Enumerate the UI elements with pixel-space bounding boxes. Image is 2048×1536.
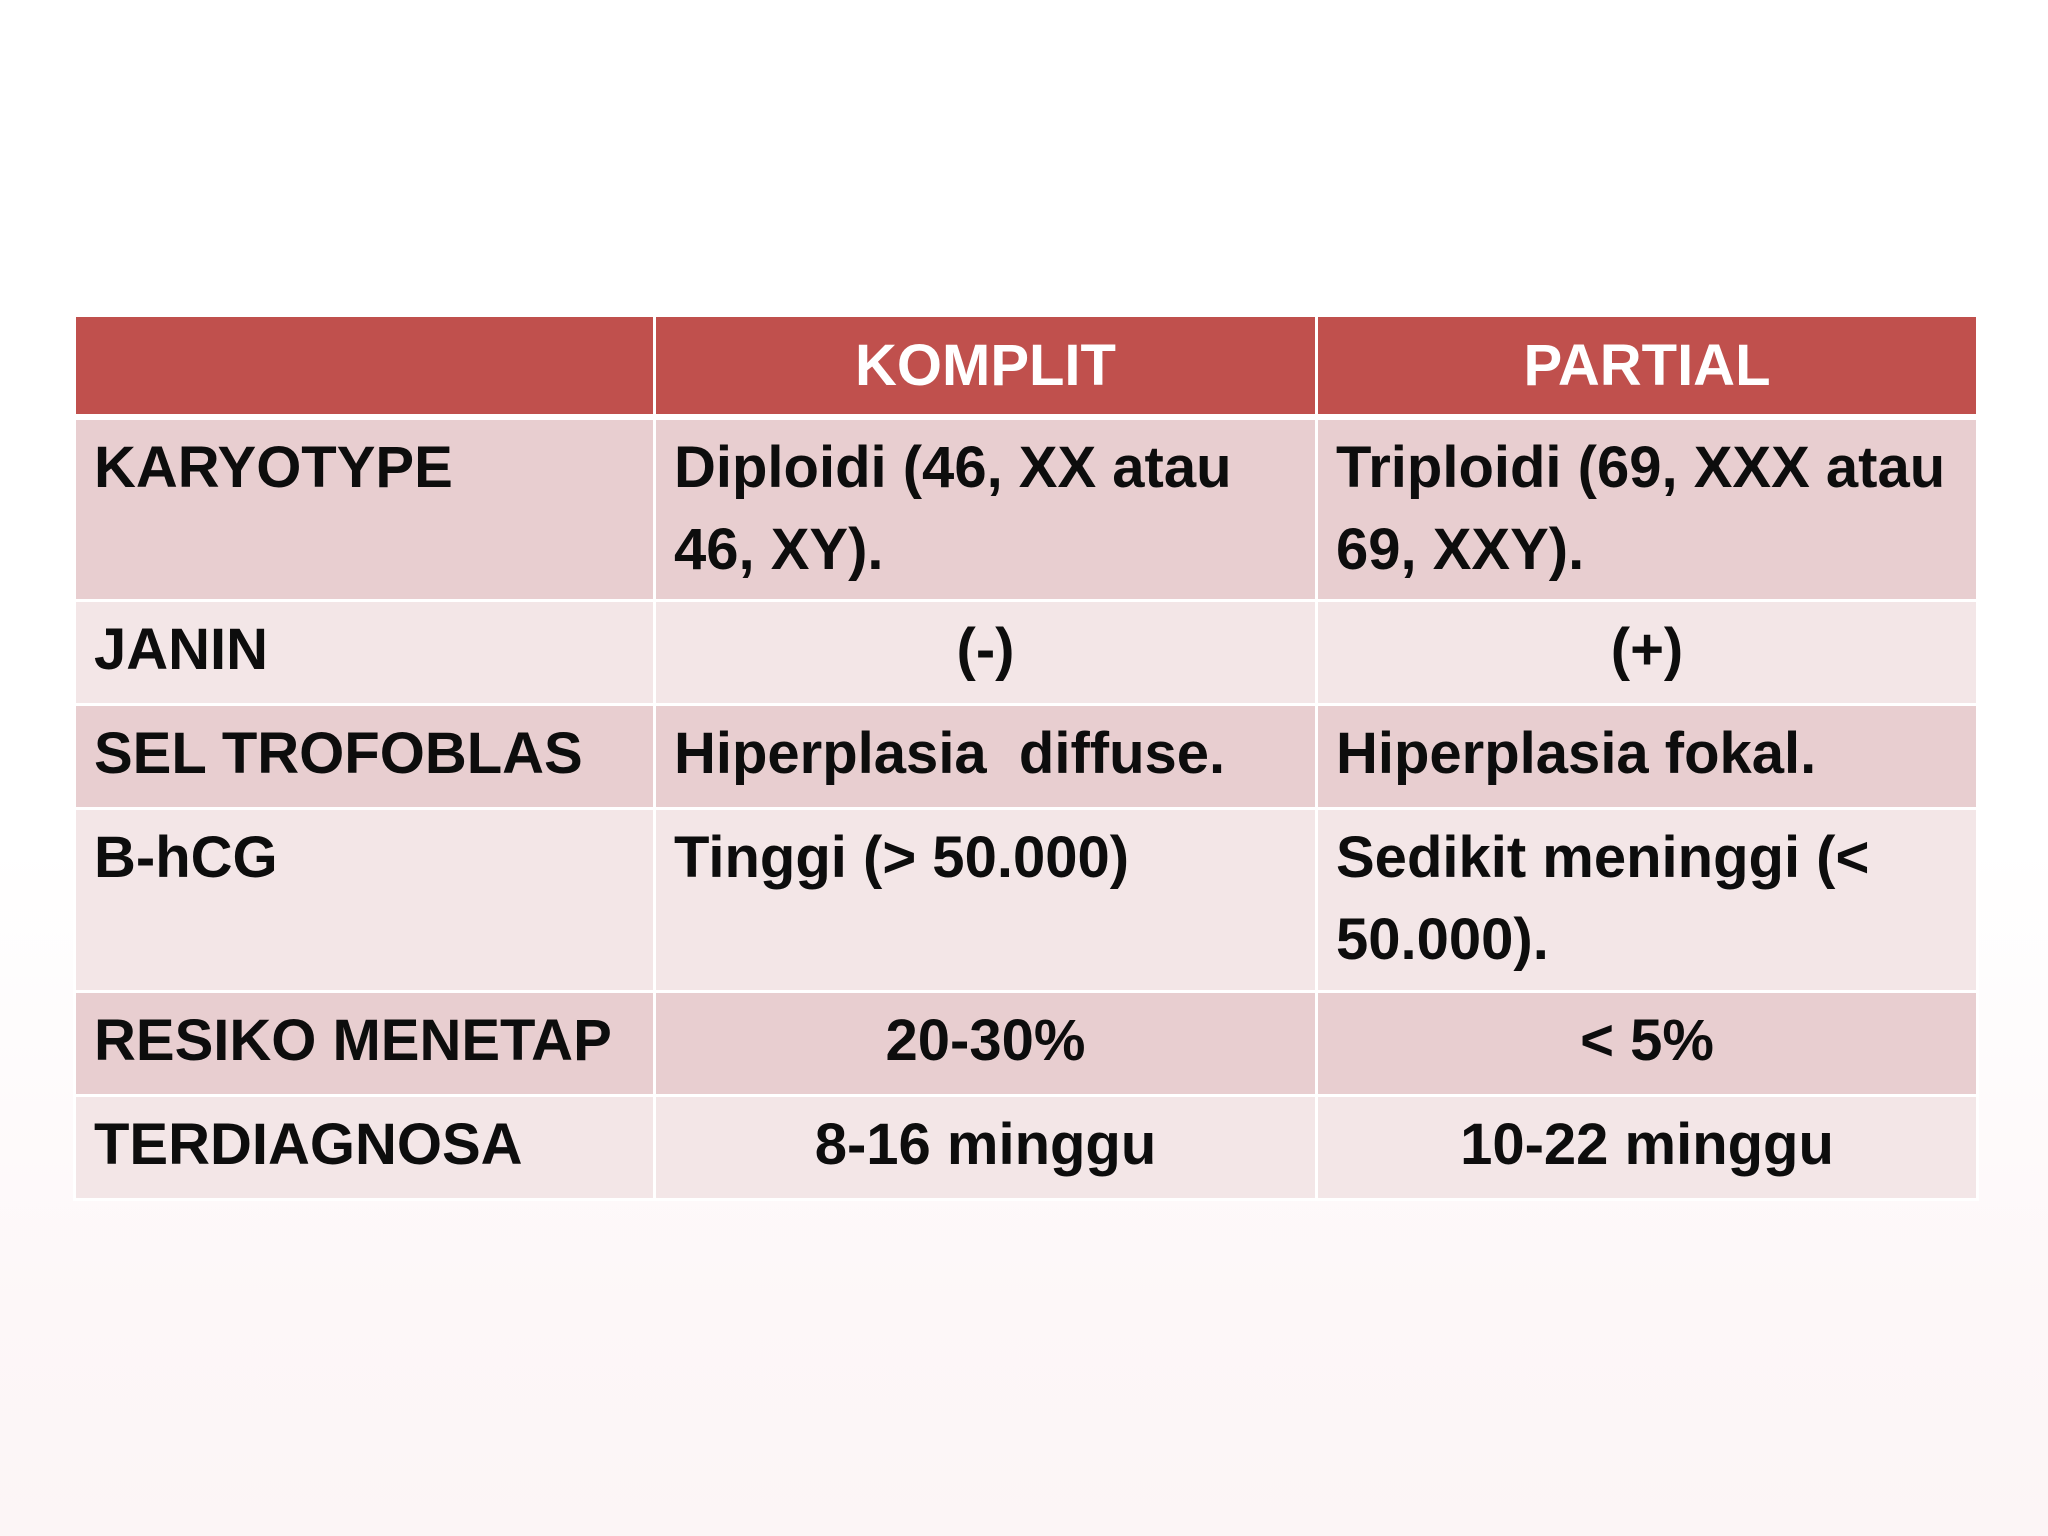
header-cell-empty xyxy=(75,316,655,418)
partial-cell: Sedikit meninggi (< 50.000). xyxy=(1317,808,1978,991)
komplit-cell: 8-16 minggu xyxy=(655,1095,1317,1199)
comparison-table xyxy=(73,314,1979,1201)
komplit-cell: Diploidi (46, XX atau 46, XY). xyxy=(655,417,1317,600)
table-row-karyotype xyxy=(75,417,1978,600)
komplit-cell: 20-30% xyxy=(655,991,1317,1095)
table-body xyxy=(75,417,1978,1199)
header-row xyxy=(75,316,1978,418)
row-label: TERDIAGNOSA xyxy=(75,1095,655,1199)
header-cell-komplit: KOMPLIT xyxy=(655,316,1317,418)
row-label: KARYOTYPE xyxy=(75,417,655,600)
partial-cell: (+) xyxy=(1317,600,1978,704)
partial-cell: Hiperplasia fokal. xyxy=(1317,704,1978,808)
row-label: RESIKO MENETAP xyxy=(75,991,655,1095)
row-label: JANIN xyxy=(75,600,655,704)
partial-cell: < 5% xyxy=(1317,991,1978,1095)
table-row-sel-trofoblas xyxy=(75,704,1978,808)
table-row-janin xyxy=(75,600,1978,704)
table-row-resiko-menetap xyxy=(75,991,1978,1095)
komplit-cell: Tinggi (> 50.000) xyxy=(655,808,1317,991)
komplit-cell: (-) xyxy=(655,600,1317,704)
partial-cell: Triploidi (69, XXX atau 69, XXY). xyxy=(1317,417,1978,600)
table-row-b-hcg xyxy=(75,808,1978,991)
row-label: B-hCG xyxy=(75,808,655,991)
row-label: SEL TROFOBLAS xyxy=(75,704,655,808)
table-header xyxy=(75,316,1978,418)
header-cell-partial: PARTIAL xyxy=(1317,316,1978,418)
komplit-cell: Hiperplasia diffuse. xyxy=(655,704,1317,808)
partial-cell: 10-22 minggu xyxy=(1317,1095,1978,1199)
table-row-terdiagnosa xyxy=(75,1095,1978,1199)
